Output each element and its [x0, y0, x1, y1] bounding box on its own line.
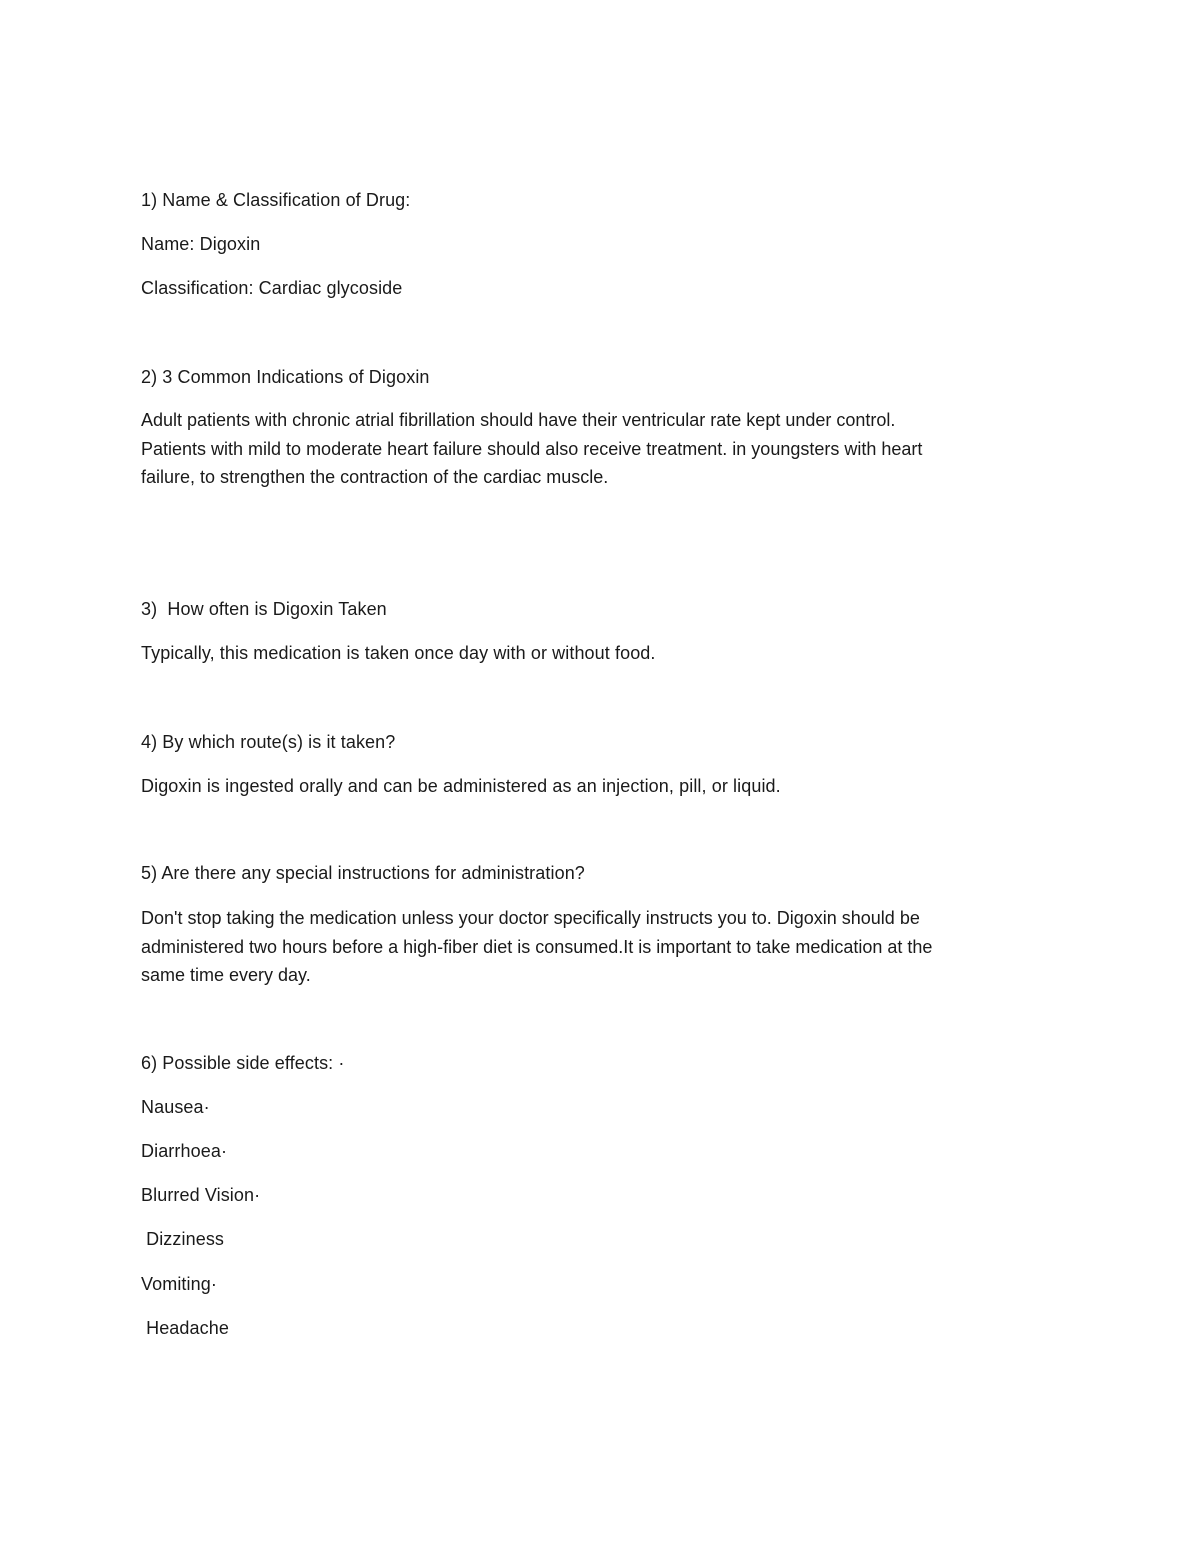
section-5-body-line: administered two hours before a high-fiber diet is consumed.It is important to take medication at the [141, 936, 933, 957]
section-5-heading: 5) Are there any special instructions for administration? [141, 863, 585, 883]
section-5-body-line: same time every day. [141, 965, 311, 985]
section-6-heading: 6) Possible side effects: · [141, 1053, 345, 1073]
section-1-heading: 1) Name & Classification of Drug: [141, 190, 411, 210]
section-3-body: Typically, this medication is taken once day with or without food. [141, 643, 656, 663]
section-2-body-line: Patients with mild to moderate heart failure should also receive treatment. in youngsters with heart [141, 438, 923, 459]
side-effect-item: Vomiting· [141, 1274, 217, 1294]
section-3-heading: 3) How often is Digoxin Taken [141, 599, 387, 619]
side-effect-item: Nausea· [141, 1097, 210, 1117]
drug-name-line: Name: Digoxin [141, 234, 261, 254]
drug-classification-line: Classification: Cardiac glycoside [141, 278, 403, 298]
section-2-heading: 2) 3 Common Indications of Digoxin [141, 367, 430, 387]
side-effect-item: Headache [141, 1318, 229, 1338]
section-5-body [141, 904, 1041, 990]
section-2-body-line: failure, to strengthen the contraction of the cardiac muscle. [141, 467, 609, 487]
side-effect-item: Blurred Vision· [141, 1185, 261, 1205]
section-2-body-line: Adult patients with chronic atrial fibrillation should have their ventricular rate kept under control. [141, 410, 896, 430]
section-4-body: Digoxin is ingested orally and can be administered as an injection, pill, or liquid. [141, 776, 781, 796]
side-effect-item: Diarrhoea· [141, 1141, 228, 1161]
section-4-heading: 4) By which route(s) is it taken? [141, 732, 396, 752]
section-5-body-line: Don't stop taking the medication unless your doctor specifically instructs you to. Digoxin should be [141, 908, 920, 928]
side-effect-item: Dizziness [141, 1229, 225, 1249]
section-2-body [141, 406, 1041, 492]
